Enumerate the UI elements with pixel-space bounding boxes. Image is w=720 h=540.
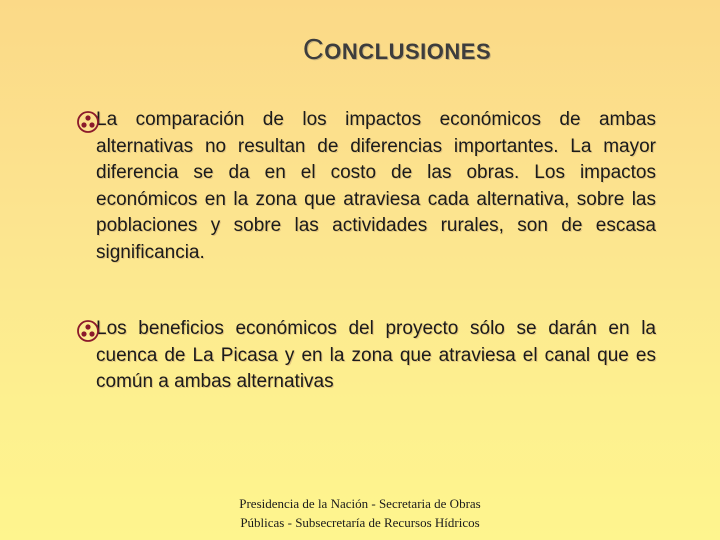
- bullet-item-2: [76, 316, 656, 396]
- slide-footer: Presidencia de la Nación - Secretaria de Obras Públicas - Subsecretaría de Recursos Hídricos: [239, 496, 481, 530]
- bullet-text-1: La comparación de los impactos económicos de ambas alternativas no resultan de diferencias importantes. La mayor diferencia se da en el costo de las obras. Los impactos económicos en la zona que atraviesa cada alternativa, sobre las poblaciones y sobre las actividades rurales, son de escasa significancia.: [96, 109, 656, 263]
- bullet-text-2: Los beneficios económicos del proyecto sólo se darán en la cuenca de La Picasa y en la zona que atraviesa el canal que es común a ambas alternativas: [96, 318, 656, 393]
- bullet-circle-icon: [76, 110, 100, 134]
- slide-title-first-letter: C: [302, 34, 325, 66]
- slide-title-rest: ONCLUSIONES: [324, 39, 492, 64]
- bullet-circle-icon: [76, 319, 100, 343]
- bullet-item-1: [76, 107, 656, 267]
- slide-title: [0, 34, 720, 67]
